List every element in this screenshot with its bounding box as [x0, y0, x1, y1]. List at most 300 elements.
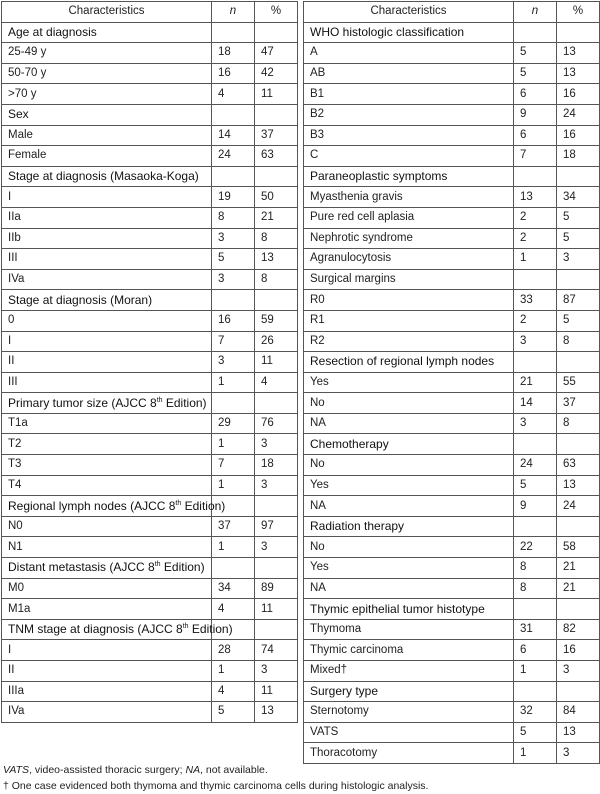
section-label-text: Stage at diagnosis (Masaoka-Koga)	[8, 169, 199, 184]
count-cell: 2	[514, 228, 557, 249]
section-label-suffix: Edition)	[162, 395, 207, 410]
percent-cell: 13	[255, 249, 298, 270]
empty-cell	[557, 516, 600, 537]
section-label-text: Primary tumor size (AJCC 8	[8, 395, 157, 410]
row-label: Thymoma	[304, 619, 514, 640]
table-row	[304, 702, 600, 723]
row-label: Nephrotic syndrome	[304, 228, 514, 249]
row-label: >70 y	[2, 84, 212, 105]
count-cell: 28	[212, 640, 255, 661]
section-label-superscript: th	[156, 396, 163, 404]
row-label: T3	[2, 455, 212, 476]
table-row	[2, 413, 298, 434]
percent-cell: 34	[557, 187, 600, 208]
row-label: Yes	[304, 475, 514, 496]
percent-cell: 11	[255, 681, 298, 702]
empty-cell	[255, 496, 298, 517]
percent-cell: 42	[255, 63, 298, 84]
count-cell: 2	[514, 207, 557, 228]
percent-cell: 5	[557, 310, 600, 331]
row-label: B1	[304, 84, 514, 105]
row-label: III	[2, 249, 212, 270]
empty-cell	[514, 516, 557, 537]
section-header-row	[2, 166, 298, 187]
percent-cell: 63	[255, 146, 298, 167]
abbr-na-definition: , not available.	[200, 764, 268, 776]
percent-cell: 37	[255, 125, 298, 146]
section-label-text: Paraneoplastic symptoms	[310, 169, 448, 184]
percent-cell: 97	[255, 516, 298, 537]
percent-cell: 3	[255, 661, 298, 682]
count-cell	[514, 269, 557, 290]
count-cell: 1	[212, 434, 255, 455]
section-label	[2, 166, 212, 187]
count-cell: 8	[514, 578, 557, 599]
count-cell: 5	[514, 63, 557, 84]
section-label	[304, 166, 514, 187]
section-label-superscript: th	[182, 623, 189, 631]
row-label: I	[2, 331, 212, 352]
percent-cell: 16	[557, 640, 600, 661]
percent-cell: 5	[557, 228, 600, 249]
count-cell: 18	[212, 43, 255, 64]
section-header-row	[304, 166, 600, 187]
section-label-text: WHO histologic classification	[310, 24, 465, 39]
section-label	[2, 496, 226, 517]
section-label-text: Surgery type	[310, 683, 379, 698]
section-label	[304, 352, 514, 373]
count-cell: 3	[212, 352, 255, 373]
section-header-row	[2, 22, 298, 43]
table-row	[2, 352, 298, 373]
table-row	[304, 558, 600, 579]
table-row	[304, 640, 600, 661]
row-label: R1	[304, 310, 514, 331]
percent-cell: 18	[255, 455, 298, 476]
section-label	[2, 22, 212, 43]
header-n: n	[212, 2, 255, 23]
section-label-text: Sex	[8, 107, 29, 122]
section-label	[304, 599, 514, 620]
count-cell: 8	[212, 207, 255, 228]
count-cell: 5	[212, 249, 255, 270]
percent-cell: 16	[557, 84, 600, 105]
row-label: Surgical margins	[304, 269, 514, 290]
row-label: N0	[2, 516, 212, 537]
empty-cell	[514, 166, 557, 187]
row-label: T4	[2, 475, 212, 496]
table-row	[2, 455, 298, 476]
empty-cell	[557, 22, 600, 43]
row-label: VATS	[304, 722, 514, 743]
percent-cell: 74	[255, 640, 298, 661]
header-n: n	[514, 2, 557, 23]
section-label	[304, 434, 514, 455]
percent-cell: 11	[255, 352, 298, 373]
row-label: No	[304, 455, 514, 476]
row-label: IIb	[2, 228, 212, 249]
table-header-row	[304, 2, 600, 23]
count-cell: 1	[514, 249, 557, 270]
table-row	[304, 84, 600, 105]
table-row	[2, 187, 298, 208]
count-cell: 16	[212, 63, 255, 84]
count-cell: 16	[212, 310, 255, 331]
count-cell: 6	[514, 84, 557, 105]
row-label: T1a	[2, 413, 212, 434]
empty-cell	[255, 619, 298, 640]
count-cell: 33	[514, 290, 557, 311]
table-body-left	[2, 22, 298, 722]
table-row	[304, 249, 600, 270]
percent-cell: 11	[255, 84, 298, 105]
percent-cell: 8	[557, 331, 600, 352]
table-row	[304, 125, 600, 146]
empty-cell	[255, 393, 298, 414]
section-header-row	[2, 496, 298, 517]
percent-cell: 24	[557, 104, 600, 125]
count-cell: 9	[514, 104, 557, 125]
row-label: NA	[304, 578, 514, 599]
count-cell: 6	[514, 125, 557, 146]
row-label: IIIa	[2, 681, 212, 702]
row-label: Pure red cell aplasia	[304, 207, 514, 228]
empty-cell	[212, 104, 255, 125]
empty-cell	[514, 352, 557, 373]
section-header-row	[2, 290, 298, 311]
empty-cell	[255, 290, 298, 311]
count-cell: 5	[514, 722, 557, 743]
table-row	[304, 619, 600, 640]
section-label-text: Chemotherapy	[310, 436, 389, 451]
section-label	[2, 393, 212, 414]
row-label: II	[2, 352, 212, 373]
row-label: NA	[304, 496, 514, 517]
row-label: B2	[304, 104, 514, 125]
count-cell: 37	[212, 516, 255, 537]
count-cell: 4	[212, 681, 255, 702]
count-cell: 3	[514, 413, 557, 434]
row-label: III	[2, 372, 212, 393]
table-row	[2, 661, 298, 682]
count-cell: 8	[514, 558, 557, 579]
section-label-superscript: th	[175, 499, 182, 507]
empty-cell	[255, 22, 298, 43]
row-label: NA	[304, 413, 514, 434]
table-row	[2, 228, 298, 249]
empty-cell	[514, 22, 557, 43]
table-row	[2, 475, 298, 496]
count-cell: 5	[514, 43, 557, 64]
empty-cell	[212, 166, 255, 187]
count-cell: 21	[514, 372, 557, 393]
row-label: M0	[2, 578, 212, 599]
row-label: IVa	[2, 269, 212, 290]
table-row	[2, 578, 298, 599]
empty-cell	[255, 558, 298, 579]
section-header-row	[2, 619, 298, 640]
empty-cell	[212, 558, 255, 579]
table-row	[304, 290, 600, 311]
empty-cell	[557, 434, 600, 455]
row-label: R2	[304, 331, 514, 352]
row-label: I	[2, 640, 212, 661]
row-label: 25-49 y	[2, 43, 212, 64]
section-label	[2, 558, 212, 579]
section-label-text: Age at diagnosis	[8, 24, 97, 39]
percent-cell: 8	[557, 413, 600, 434]
percent-cell: 55	[557, 372, 600, 393]
empty-cell	[557, 166, 600, 187]
section-header-row	[304, 22, 600, 43]
table-row	[304, 310, 600, 331]
characteristics-table-right	[303, 1, 600, 764]
table-row	[304, 743, 600, 764]
row-label: Male	[2, 125, 212, 146]
section-label	[2, 104, 212, 125]
header-characteristics: Characteristics	[304, 2, 514, 23]
row-label: Sternotomy	[304, 702, 514, 723]
table-row	[304, 413, 600, 434]
row-label: M1a	[2, 599, 212, 620]
table-row	[2, 640, 298, 661]
row-label: N1	[2, 537, 212, 558]
percent-cell: 13	[557, 43, 600, 64]
row-label: 0	[2, 310, 212, 331]
empty-cell	[514, 681, 557, 702]
characteristics-table-left	[1, 1, 298, 723]
abbr-vats: VATS	[3, 764, 30, 776]
percent-cell: 89	[255, 578, 298, 599]
section-label-text: Thymic epithelial tumor histotype	[310, 601, 485, 616]
header-pct: %	[557, 2, 600, 23]
section-label	[2, 619, 233, 640]
dagger-footnote: † One case evidenced both thymoma and thymic carcinoma cells during histologic analysis.	[3, 780, 429, 792]
empty-cell	[255, 104, 298, 125]
table-row	[2, 434, 298, 455]
percent-cell: 3	[557, 249, 600, 270]
count-cell: 1	[212, 661, 255, 682]
table-row	[2, 125, 298, 146]
section-label-suffix: Edition)	[181, 498, 226, 513]
count-cell: 24	[514, 455, 557, 476]
table-row	[2, 310, 298, 331]
table-row	[304, 146, 600, 167]
row-label: Thoracotomy	[304, 743, 514, 764]
empty-cell	[557, 681, 600, 702]
row-label: Female	[2, 146, 212, 167]
count-cell: 1	[212, 372, 255, 393]
section-label-text: Regional lymph nodes (AJCC 8	[8, 498, 176, 513]
percent-cell: 82	[557, 619, 600, 640]
table-row	[304, 722, 600, 743]
section-header-row	[2, 104, 298, 125]
percent-cell: 3	[255, 434, 298, 455]
table-row	[304, 393, 600, 414]
count-cell: 29	[212, 413, 255, 434]
count-cell: 7	[514, 146, 557, 167]
row-label: B3	[304, 125, 514, 146]
table-row	[304, 661, 600, 682]
percent-cell: 4	[255, 372, 298, 393]
percent-cell: 63	[557, 455, 600, 476]
count-cell: 14	[212, 125, 255, 146]
table-row	[2, 43, 298, 64]
table-row	[304, 207, 600, 228]
header-pct: %	[255, 2, 298, 23]
count-cell: 24	[212, 146, 255, 167]
count-cell: 3	[212, 228, 255, 249]
table-row	[2, 249, 298, 270]
percent-cell: 13	[557, 63, 600, 84]
row-label: Myasthenia gravis	[304, 187, 514, 208]
table-row	[2, 599, 298, 620]
table-row	[2, 63, 298, 84]
table-row	[2, 681, 298, 702]
section-label-text: Radiation therapy	[310, 519, 405, 534]
row-label: No	[304, 537, 514, 558]
count-cell: 6	[514, 640, 557, 661]
empty-cell	[557, 599, 600, 620]
count-cell: 14	[514, 393, 557, 414]
count-cell: 22	[514, 537, 557, 558]
percent-cell: 87	[557, 290, 600, 311]
table-row	[2, 146, 298, 167]
empty-cell	[514, 434, 557, 455]
count-cell: 7	[212, 331, 255, 352]
table-row	[304, 331, 600, 352]
table-row	[304, 372, 600, 393]
section-label	[2, 290, 212, 311]
section-label-text: TNM stage at diagnosis (AJCC 8	[8, 622, 183, 637]
row-label: 50-70 y	[2, 63, 212, 84]
table-row	[304, 475, 600, 496]
percent-cell: 47	[255, 43, 298, 64]
section-label-suffix: Edition)	[188, 622, 233, 637]
abbr-na: NA	[185, 764, 201, 776]
section-label-text: Stage at diagnosis (Moran)	[8, 292, 153, 307]
percent-cell: 5	[557, 207, 600, 228]
table-row	[304, 63, 600, 84]
table-row	[2, 702, 298, 723]
percent-cell: 24	[557, 496, 600, 517]
percent-cell: 21	[557, 578, 600, 599]
section-header-row	[304, 352, 600, 373]
abbreviations-note	[3, 762, 428, 778]
percent-cell: 13	[255, 702, 298, 723]
table-row	[2, 331, 298, 352]
table-row	[2, 84, 298, 105]
row-label: Thymic carcinoma	[304, 640, 514, 661]
row-label: Agranulocytosis	[304, 249, 514, 270]
count-cell: 2	[514, 310, 557, 331]
row-label: II	[2, 661, 212, 682]
count-cell: 9	[514, 496, 557, 517]
table-row	[304, 269, 600, 290]
percent-cell: 16	[557, 125, 600, 146]
section-label	[304, 516, 514, 537]
table-row	[304, 537, 600, 558]
count-cell: 3	[212, 269, 255, 290]
row-label: I	[2, 187, 212, 208]
row-label: IIa	[2, 207, 212, 228]
row-label: T2	[2, 434, 212, 455]
count-cell: 1	[514, 661, 557, 682]
count-cell: 1	[514, 743, 557, 764]
percent-cell: 21	[557, 558, 600, 579]
percent-cell: 37	[557, 393, 600, 414]
percent-cell: 13	[557, 722, 600, 743]
section-header-row	[304, 599, 600, 620]
table-row	[304, 187, 600, 208]
table-row	[304, 228, 600, 249]
section-label	[304, 22, 514, 43]
table-row	[2, 269, 298, 290]
percent-cell: 84	[557, 702, 600, 723]
count-cell: 5	[212, 702, 255, 723]
section-label-text: Resection of regional lymph nodes	[310, 354, 495, 369]
count-cell: 1	[212, 475, 255, 496]
table-row	[304, 455, 600, 476]
section-label	[304, 681, 514, 702]
section-header-row	[304, 516, 600, 537]
table-row	[2, 516, 298, 537]
count-cell: 34	[212, 578, 255, 599]
count-cell: 3	[514, 331, 557, 352]
count-cell: 13	[514, 187, 557, 208]
row-label: Yes	[304, 558, 514, 579]
section-label-suffix: Edition)	[160, 560, 205, 575]
table-row	[2, 537, 298, 558]
row-label: R0	[304, 290, 514, 311]
count-cell: 4	[212, 599, 255, 620]
section-header-row	[2, 393, 298, 414]
table-row	[304, 578, 600, 599]
count-cell: 4	[212, 84, 255, 105]
percent-cell: 8	[255, 228, 298, 249]
empty-cell	[212, 393, 255, 414]
section-label-text: Distant metastasis (AJCC 8	[8, 560, 155, 575]
section-header-row	[304, 434, 600, 455]
row-label: AB	[304, 63, 514, 84]
table-row	[2, 207, 298, 228]
table-header-row	[2, 2, 298, 23]
row-label: IVa	[2, 702, 212, 723]
row-label: A	[304, 43, 514, 64]
count-cell: 19	[212, 187, 255, 208]
percent-cell: 26	[255, 331, 298, 352]
percent-cell: 21	[255, 207, 298, 228]
empty-cell	[557, 352, 600, 373]
percent-cell: 50	[255, 187, 298, 208]
section-header-row	[304, 681, 600, 702]
table-row	[304, 496, 600, 517]
percent-cell: 58	[557, 537, 600, 558]
table-row	[304, 104, 600, 125]
row-label: Mixed†	[304, 661, 514, 682]
row-label: C	[304, 146, 514, 167]
table-row	[304, 43, 600, 64]
row-label: No	[304, 393, 514, 414]
percent-cell: 3	[557, 743, 600, 764]
empty-cell	[255, 166, 298, 187]
percent-cell	[557, 269, 600, 290]
percent-cell: 76	[255, 413, 298, 434]
count-cell: 7	[212, 455, 255, 476]
section-label-superscript: th	[154, 561, 161, 569]
percent-cell: 3	[255, 537, 298, 558]
percent-cell: 8	[255, 269, 298, 290]
